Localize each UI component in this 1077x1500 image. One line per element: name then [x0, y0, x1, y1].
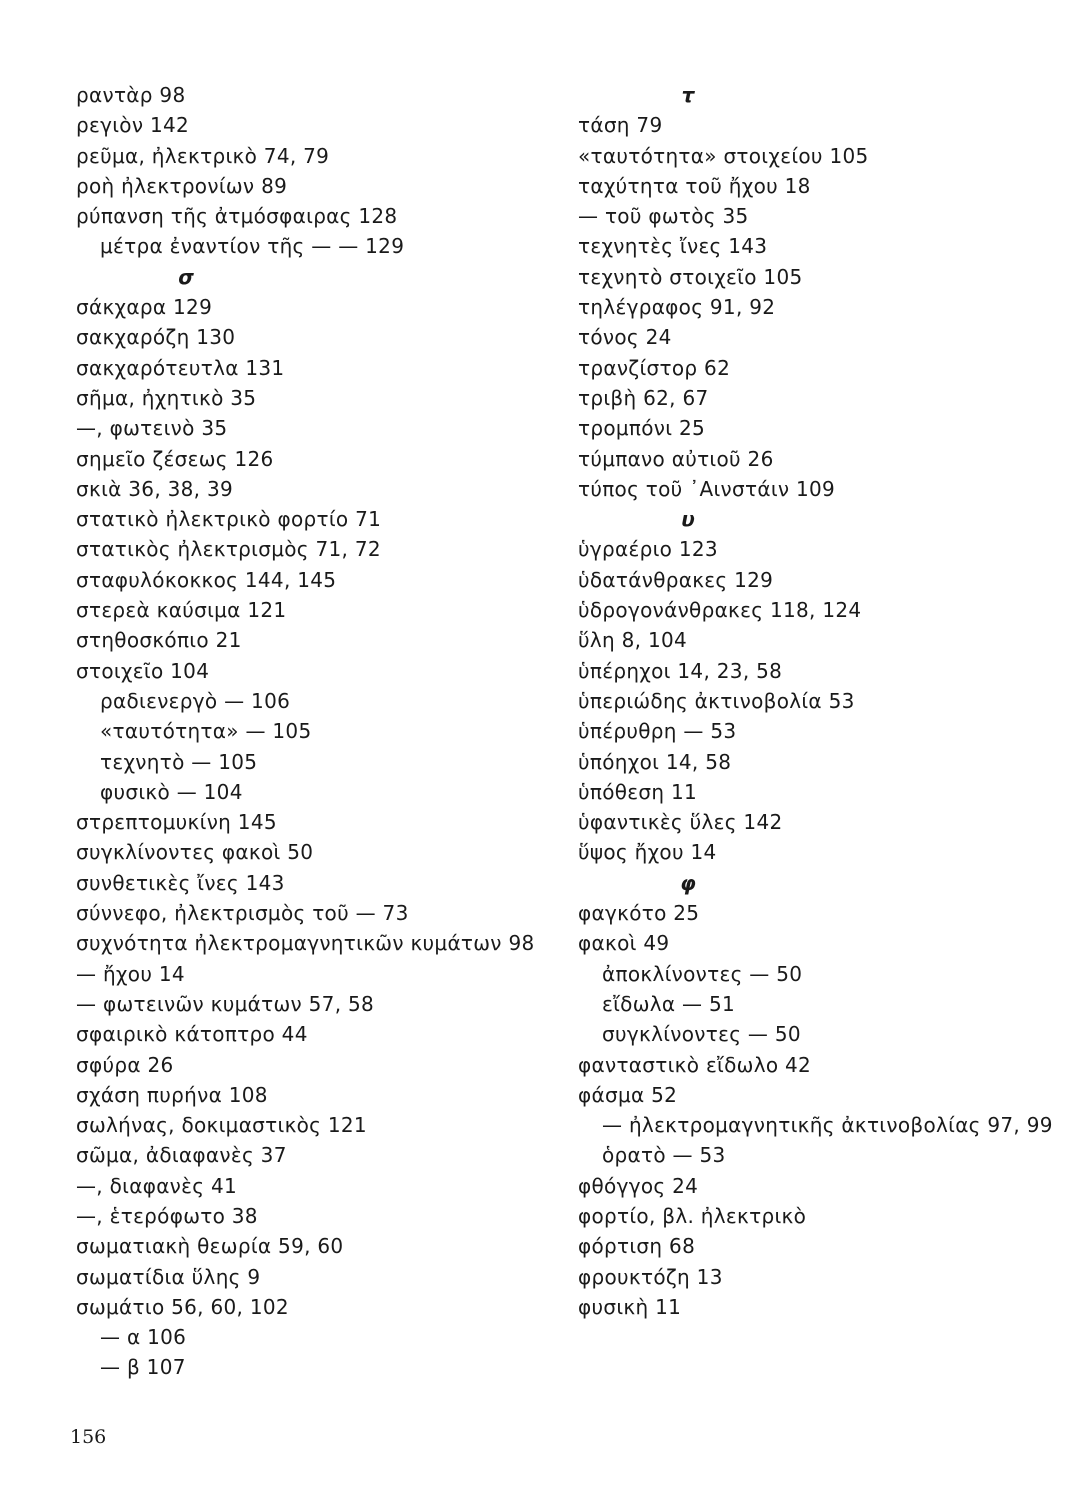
index-entry: —, φωτεινὸ 35: [76, 416, 228, 441]
index-entry: σωματιακὴ θεωρία 59, 60: [76, 1234, 344, 1259]
index-entry: ταχύτητα τοῦ ἤχου 18: [578, 173, 811, 198]
section-letter: τ: [681, 83, 695, 107]
index-column-right: [578, 80, 1053, 1322]
index-entry: σῶμα, ἀδιαφανὲς 37: [76, 1143, 287, 1168]
index-entry: συχνότητα ἠλεκτρομαγνητικῶν κυμάτων 98: [76, 931, 535, 956]
index-entry: φακοὶ 49: [578, 931, 670, 956]
index-entry: — φωτεινῶν κυμάτων 57, 58: [76, 991, 375, 1016]
index-entry: ὕλη 8, 104: [578, 628, 688, 653]
index-subentry: — α 106: [100, 1325, 187, 1350]
index-entry: —, διαφανὲς 41: [76, 1173, 238, 1198]
index-entry: στατικὸ ἠλεκτρικὸ φορτίο 71: [76, 507, 382, 532]
index-entry: φρουκτόζη 13: [578, 1264, 723, 1289]
index-entry: ρεῦμα, ἠλεκτρικὸ 74, 79: [76, 143, 330, 168]
index-entry: — ἤχου 14: [76, 961, 185, 986]
index-entry: ὑφαντικὲς ὕλες 142: [578, 810, 783, 835]
index-subentry: — β 107: [100, 1355, 186, 1380]
index-entry: σωλήνας, δοκιμαστικὸς 121: [76, 1113, 367, 1138]
index-entry: σχάση πυρήνα 108: [76, 1082, 268, 1107]
index-entry: ρύπανση τῆς ἀτμόσφαιρας 128: [76, 204, 398, 229]
index-entry: ρεγιὸν 142: [76, 113, 190, 138]
index-entry: φυσικὴ 11: [578, 1294, 682, 1319]
index-entry: στερεὰ καύσιμα 121: [76, 598, 287, 623]
index-entry: φόρτιση 68: [578, 1234, 696, 1259]
index-column-left: [76, 80, 556, 1383]
index-entry: ὑπέρηχοι 14, 23, 58: [578, 658, 783, 683]
index-subentry: φυσικὸ — 104: [100, 779, 243, 804]
index-entry: σφύρα 26: [76, 1052, 174, 1077]
index-entry: στηθοσκόπιο 21: [76, 628, 242, 653]
section-letter: υ: [681, 507, 695, 532]
index-entry: φθόγγος 24: [578, 1173, 699, 1198]
index-entry: σάκχαρα 129: [76, 295, 213, 320]
index-entry: στατικὸς ἠλεκτρισμὸς 71, 72: [76, 537, 381, 562]
page-number: 156: [70, 1426, 107, 1448]
index-entry: τύπος τοῦ ᾿Αινστάιν 109: [578, 476, 836, 501]
index-entry: τάση 79: [578, 113, 663, 138]
section-letter: φ: [680, 870, 696, 895]
index-entry: τρανζίστορ 62: [578, 355, 731, 380]
index-entry: ὕψος ἤχου 14: [578, 840, 717, 865]
index-subentry: ραδιενεργὸ — 106: [100, 688, 291, 713]
index-entry: σακχαρότευτλα 131: [76, 355, 285, 380]
index-entry: τηλέγραφος 91, 92: [578, 295, 776, 320]
index-entry: σωμάτιο 56, 60, 102: [76, 1294, 289, 1319]
index-entry: τριβὴ 62, 67: [578, 385, 709, 410]
index-entry: ραντὰρ 98: [76, 83, 186, 107]
index-entry: σημεῖο ζέσεως 126: [76, 446, 274, 471]
index-entry: τύμπανο αὐτιοῦ 26: [578, 446, 774, 471]
index-entry: ροὴ ἠλεκτρονίων 89: [76, 173, 288, 198]
index-entry: ὑπέρυθρη — 53: [578, 719, 737, 744]
index-subentry: ὁρατὸ — 53: [602, 1143, 726, 1168]
index-entry: σκιὰ 36, 38, 39: [76, 476, 234, 501]
index-subentry: ἀποκλίνοντες — 50: [602, 961, 803, 986]
index-entry: συγκλίνοντες φακοὶ 50: [76, 840, 314, 865]
index-entry: σταφυλόκοκκος 144, 145: [76, 567, 337, 592]
index-subentry: εἴδωλα — 51: [602, 991, 736, 1016]
section-letter: σ: [178, 264, 194, 289]
index-entry: φορτίο, βλ. ἠλεκτρικὸ: [578, 1203, 807, 1228]
index-entry: τεχνητὲς ἴνες 143: [578, 234, 768, 259]
index-entry: —, ἑτερόφωτο 38: [76, 1203, 258, 1228]
index-subentry: «ταυτότητα» — 105: [100, 719, 312, 744]
index-entry: ὑπεριώδης ἀκτινοβολία 53: [578, 688, 855, 713]
index-entry: σωματίδια ὕλης 9: [76, 1264, 261, 1289]
index-entry: συνθετικὲς ἴνες 143: [76, 870, 285, 895]
index-entry: φάσμα 52: [578, 1082, 678, 1107]
index-subentry: συγκλίνοντες — 50: [602, 1022, 801, 1047]
index-entry: σύννεφο, ἠλεκτρισμὸς τοῦ — 73: [76, 901, 409, 926]
index-entry: ὑδρογονάνθρακες 118, 124: [578, 598, 862, 623]
index-entry: ὑδατάνθρακες 129: [578, 567, 774, 592]
index-subentry: — ἠλεκτρομαγνητικῆς ἀκτινοβολίας 97, 99: [602, 1113, 1053, 1138]
index-entry: στοιχεῖο 104: [76, 658, 210, 683]
index-entry: — τοῦ φωτὸς 35: [578, 204, 749, 229]
index-entry: φαγκότο 25: [578, 901, 700, 926]
index-entry: φανταστικὸ εἴδωλο 42: [578, 1052, 812, 1077]
index-entry: ὑπόθεση 11: [578, 779, 698, 804]
index-entry: «ταυτότητα» στοιχείου 105: [578, 143, 869, 168]
index-entry: τεχνητὸ στοιχεῖο 105: [578, 264, 803, 289]
index-entry: ὑπόηχοι 14, 58: [578, 749, 732, 774]
index-entry: τόνος 24: [578, 325, 672, 350]
index-entry: ὑγραέριο 123: [578, 537, 718, 562]
index-subentry: μέτρα ἐναντίον τῆς — — 129: [100, 234, 405, 259]
index-entry: σφαιρικὸ κάτοπτρο 44: [76, 1022, 308, 1047]
index-entry: τρομπόνι 25: [578, 416, 706, 441]
index-entry: σακχαρόζη 130: [76, 325, 236, 350]
index-subentry: τεχνητὸ — 105: [100, 749, 258, 774]
index-entry: σῆμα, ἠχητικὸ 35: [76, 385, 257, 410]
index-entry: στρεπτομυκίνη 145: [76, 810, 277, 835]
